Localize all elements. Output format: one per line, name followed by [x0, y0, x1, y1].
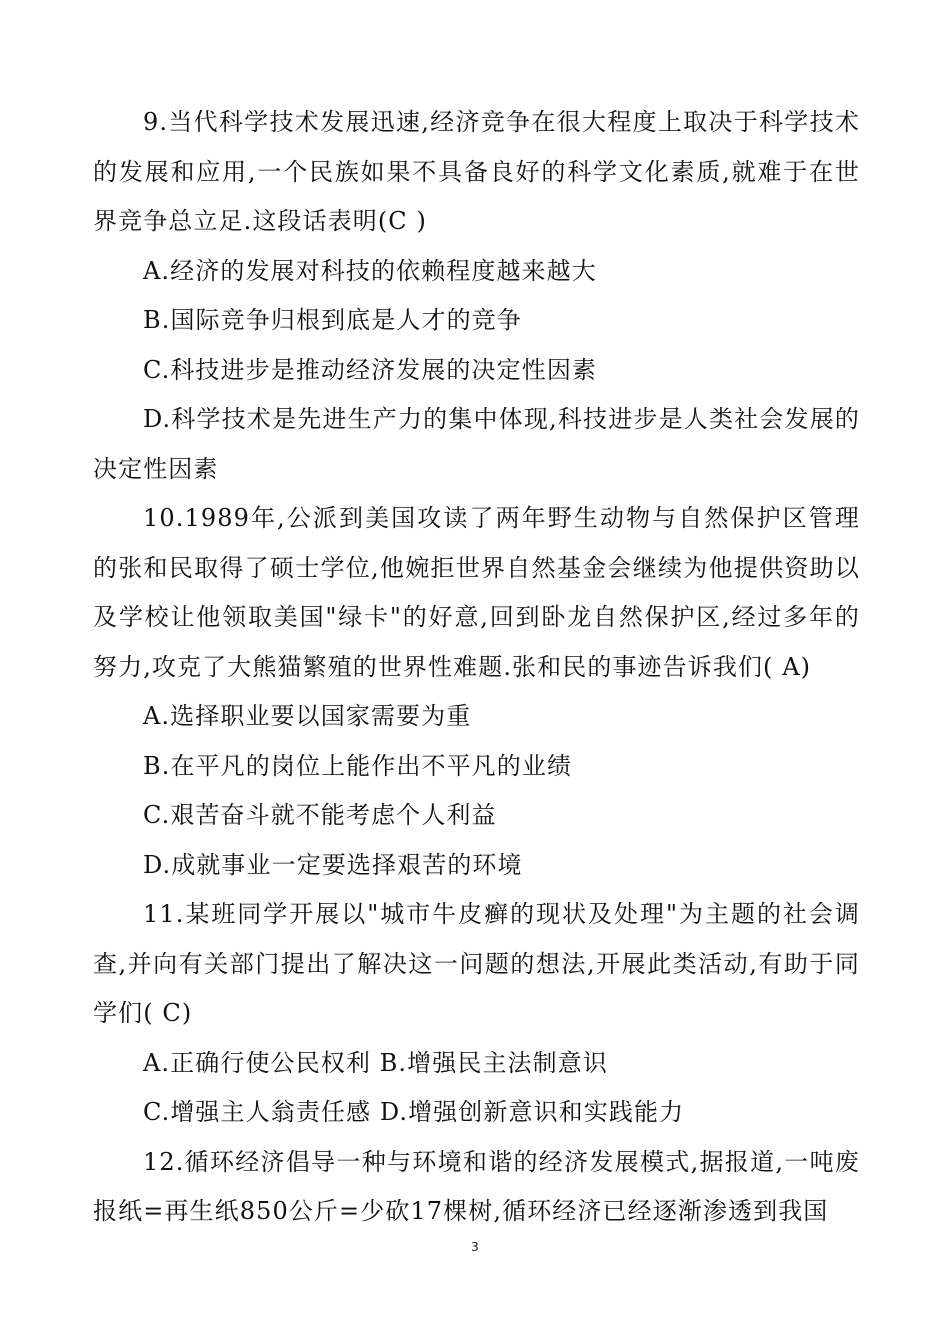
question-11-stem: 11.某班同学开展以"城市牛皮癣的现状及处理"为主题的社会调查,并向有关部门提出了解决这一问题的想法,开展此类活动,有助于同学们( C)	[93, 900, 860, 1027]
question-10-option-b: B.在平凡的岗位上能作出不平凡的业绩	[143, 751, 573, 780]
question-10-stem: 10.1989年,公派到美国攻读了两年野生动物与自然保护区管理的张和民取得了硕士学位,他婉拒世界自然基金会继续为他提供资助以及学校让他领取美国"绿卡"的好意,回到卧龙自然保护区,经过多年的努力,攻克了大熊猫繁殖的世界性难题.张和民的事迹告诉我们( A)	[93, 504, 860, 681]
question-9-option-b: B.国际竞争归根到底是人才的竞争	[143, 306, 522, 334]
question-9-option-c: C.科技进步是推动经济发展的决定性因素	[143, 355, 598, 384]
page-content	[93, 98, 860, 1237]
question-10-option-d: D.成就事业一定要选择艰苦的环境	[143, 850, 523, 879]
question-12-stem: 12.循环经济倡导一种与环境和谐的经济发展模式,据报道,一吨废报纸=再生纸850公斤=少砍17棵树,循环经济已经逐渐渗透到我国	[93, 1147, 860, 1225]
question-11-options-cd: C.增强主人翁责任感 D.增强创新意识和实践能力	[143, 1098, 685, 1126]
question-9-option-a: A.经济的发展对科技的依赖程度越来越大	[143, 256, 597, 285]
question-10-option-c: C.艰苦奋斗就不能考虑个人利益	[143, 801, 497, 829]
page-number: 3	[471, 1240, 479, 1254]
question-11-options-ab: A.正确行使公民权利 B.增强民主法制意识	[143, 1048, 608, 1077]
question-10-option-a: A.选择职业要以国家需要为重	[143, 702, 472, 730]
question-9-stem: 9.当代科学技术发展迅速,经济竞争在很大程度上取决于科学技术的发展和应用,一个民族如果不具备良好的科学文化素质,就难于在世界竞争总立足.这段话表明(C )	[93, 108, 860, 235]
question-9-option-d: D.科学技术是先进生产力的集中体现,科技进步是人类社会发展的决定性因素	[93, 405, 860, 483]
